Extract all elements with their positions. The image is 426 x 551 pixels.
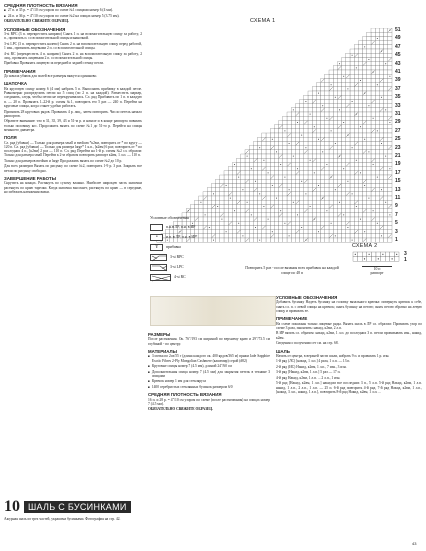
- brim-text-1: Сл. ряд (убавки) — Только для размера small и medium *к2вм, повторить от * по кругу — 120 п. Сл. ряд (убавки) — Только для размера large* 1 к.п., [к2вм] 6 раз; повторить от * по последних 4 п., [к2вм] 2 раз — 110 п. Сл. ряд Перейти на 1-й р. схемы №2 сл. образом: Только для размера small Перейти к 2-м образом повторить раппорт к2вм, 1 л.п. — 110 п.: [4, 140, 142, 158]
- middle-density-note: ОБЯЗАТЕЛЬНО СВЯЖИТЕ ОБРАЗЕЦ.: [148, 407, 213, 412]
- density-heading: СРЕДНЯЯ ПЛОТНОСТЬ ВЯЗАНИЯ: [4, 3, 78, 8]
- brim-text-2: Только для размеров medium и large Продолжить вязать по схеме №2 до 10 р.: [4, 158, 123, 163]
- chart1-row-number: 39: [395, 77, 401, 84]
- chart1-row-number: 7: [395, 211, 398, 218]
- chart1-row-number: 19: [395, 161, 401, 168]
- increase-swatch-icon: Y: [150, 244, 163, 251]
- legend-item-increase: Y прибавка: [150, 242, 245, 252]
- middle-density-text: 16 п. и 28 р. = 4"/10 см узором по схеме (после растягивания) на спицах номер 7 (4.5 мм).: [148, 397, 270, 406]
- shawl-row-5: 5-й ряд [Накид, к2вм, 1 л.п.] накидом все последних 3 п., 5 л.п. 5-й ряд Накид, к2вм, 1 л.п. накид, 1 л.п., 2 л.п., 1 л.п. — 25 п. 6-й ряд повторить 4-й ряд. 7-й ряд Накид, к2вм, 1 л.п., [накид, 3 л.п., накид, 1 л.п.], повторить 8-й ряд Накид, к2вм, 1 л.п. ...: [276, 381, 422, 394]
- finish-text: Скрутить на концах. Растянуть по сухому влажно. Наиболее широкую часть шапочки растянуть по краю тарелки. Когда шапочка высохнет, растянуть по краю — в середине, но избежать натяжения вязки.: [4, 181, 142, 195]
- left-column: [4, 0, 142, 196]
- chart1-row-number: 35: [395, 94, 401, 101]
- chart2-row-1: 1: [404, 257, 407, 263]
- purl-swatch-icon: •: [150, 234, 163, 241]
- legend-rc: 4-st RC (перекрестить 4 п. направо) Снять 2 п. на вспомогательную спицу за работу, 2 лиц., провязать лицевыми 2 п. со вспомогательной спицы.: [4, 51, 142, 60]
- shawl-row-2: 2-й ряд (ИС) Накид, к2вм, 1 л.п., 7 изн., 3 изн.: [276, 364, 347, 369]
- chart1-row-number: 21: [395, 153, 401, 159]
- legend-item-rc: 4-st RC: [150, 272, 245, 282]
- knit-swatch-icon: [150, 224, 163, 231]
- yarn-swatch-photo: [150, 296, 276, 326]
- legend-lpc: 3-st LPC (3 п. перекрестить налево) Снять 2 п. на вспомогательную спицу перед работой, 1 изн., провязать лицевыми 2 п. со вспомогательной спицы.: [4, 41, 142, 51]
- middle-density-heading: СРЕДНЯЯ ПЛОТНОСТЬ ВЯЗАНИЯ: [148, 392, 222, 398]
- chart1-row-number: 27: [395, 127, 401, 134]
- chart1-grid: [150, 28, 394, 244]
- chart1: [150, 28, 394, 244]
- right-legend-heading: УСЛОВНЫЕ ОБОЗНАЧЕНИЯ: [276, 295, 338, 300]
- hat-heading: ШАПОЧКА: [4, 81, 28, 87]
- right-legend-bead: Добавить бусинку Надеть бусинку на головку вязального крючка: повернуть крючок к себе, снять сл. п. с левой спицы на крючок; снять бусинку на петлю; снять петлю обратно на левую спицу и провязать ее.: [276, 300, 422, 313]
- chart1-row-number: 49: [395, 35, 401, 42]
- chart-legend: [150, 215, 245, 282]
- right-note-3: Сведения о получении сет см. на стр. 68.: [276, 341, 339, 346]
- shawl-row-1: 1-й ряд (ЛС) [накид, 1 л.п.] 4 раза, 1 л.п. — 13 п.: [276, 359, 351, 364]
- material-1: ■ 3 мотка по 2oz/55 г (длина каждого ок. 400 ярдов/365 м) пряжи Jade Sapphire Exotic Fibres 2-Ply Mongolian Cashmere (кашемир) серой (#82): [148, 354, 270, 363]
- brim-heading: ПОЛЯ: [4, 135, 17, 141]
- legend-item-purl: • и.п. в ЛР, п.н. в ИР: [150, 232, 245, 242]
- chart1-row-number: 29: [395, 119, 401, 126]
- brim-text-3: Для всех размеров Вязать по рисунку по схеме №2, повторить 1-9 р. 3 раз. Закрыть все петли по рисунку свободно.: [4, 164, 142, 173]
- legend-item-lpc: 3-st LPC: [150, 262, 245, 272]
- repeat-note: Повторить 5 раз - после вязания всех прибавок на каждой спице по 48 п: [245, 266, 339, 275]
- legend-item-knit: п.н.в ЛР, п.н. в ИР: [150, 222, 245, 232]
- chart1-row-number: 1: [395, 237, 398, 243]
- chart1-row-number: 23: [395, 144, 401, 151]
- chart2-title: СХЕМА 2: [352, 243, 378, 249]
- chart2-grid: [352, 251, 402, 263]
- chart1-row-number: 5: [395, 220, 398, 227]
- chart1-row-number: 17: [395, 169, 401, 176]
- middle-column: [148, 329, 270, 413]
- chart1-title: СХЕМА 1: [250, 18, 276, 24]
- legend-rpc: 3-st RPC (3 п. перекрестить направо) Снять 1 п. на вспомогательную спицу за работу, 2 п., провязать п. со вспомогательной спицы изнаночной.: [4, 32, 142, 41]
- material-3: ■ Дополнительная спица номер 7 (4.5 мм) для закрытия петель в технике 3 спицами: [148, 370, 270, 379]
- rc-cable-icon: [150, 274, 171, 281]
- chart1-row-number: 45: [395, 52, 401, 59]
- shawl-heading: ШАЛЬ: [276, 348, 290, 354]
- chart1-row-number: 11: [395, 195, 401, 201]
- chart1-row-number: 37: [395, 85, 401, 92]
- right-column: [276, 292, 422, 395]
- notes-heading: ПРИМЕЧАНИЯ: [4, 68, 36, 74]
- shawl-row-4: 4-й ряд Накид, к2вм, 1 л.п. ... 2 л.п., 1 изн.: [276, 375, 341, 380]
- hat-note: Обратите внимание: что в 31, 35, 39, 43 и 51-м р. и начале и в конце раппорта повязать только половину кос. Продолжить вязать по схеме №1 до 51-го р. Перейти на спицы меньшего диаметра.: [4, 119, 142, 132]
- material-5: ■ 1400 серебристых стеклянных бусинок размером 6/0: [148, 385, 270, 389]
- chart1-row-number: 43: [395, 60, 401, 67]
- chart1-row-number: 31: [395, 111, 401, 117]
- lpc-cable-icon: [150, 264, 167, 271]
- shawl-intro: Ажурная шаль из трех частей, украшена бусинками. Фотография на стр. 42.: [4, 517, 121, 521]
- notes-text: До начала убавок для полей все размеры вяжутся одинаково.: [4, 74, 98, 79]
- chart1-row-number: 15: [395, 178, 401, 185]
- right-notes-heading: ПРИМЕЧАНИЕ: [276, 316, 308, 322]
- sizes-text: После растяжения. Ок. 76"/193 см шириной по верхнему краю и 29"/73.5 см глубиной - по центру.: [148, 337, 270, 346]
- right-note-1: На схеме показаны только лицевые ряды. Вязать шаль в ЛР сл. образом: Провязать узор по схеме 3 раза, закончить: накид, к2вм, 2 л.п.: [276, 321, 422, 330]
- section-number: 10: [4, 498, 20, 515]
- chart1-row-number: 33: [395, 102, 401, 109]
- density-item-1: ■ 27 п. и 35 р. = 4"/10 см узором по схеме №1 спицами номер 6 (4 мм).: [4, 8, 142, 12]
- legend-heading: УСЛОВНЫЕ ОБОЗНАЧЕНИЯ: [4, 26, 66, 32]
- rpc-cable-icon: [150, 254, 167, 261]
- legend-item-rpc: 3-st RPC: [150, 252, 245, 262]
- shawl-text-1: Начать от центра, в верхней части шали, набрать 9 п. и провязать 1 р. изн.: [276, 353, 390, 358]
- section-header: [4, 500, 142, 514]
- density-item-2: ■ 24 п. и 36 р. = 4"/10 см узором по схеме №2 на спицах номер 5 (3.75 мм).: [4, 14, 142, 18]
- chart2-repeat-label: 10 п раппорт: [362, 266, 392, 275]
- finish-heading: ЗАВЕРШЕНИЕ РАБОТЫ: [4, 176, 57, 182]
- legend-increase: Прибавка Провязать лицевую за передней и задней стенку петли.: [4, 61, 104, 66]
- section-title: ШАЛЬ С БУСИНКАМИ: [24, 501, 131, 513]
- chart1-row-number: 41: [395, 69, 401, 75]
- hat-text-1: На круговую спицу номер 6 (4 мм) набрать 5 п. Выполнить прибавку в каждой петле. Равномерно распределить петли на 5 спиц (по 2 п. на каждой). Разместить маркер, соединить, следя, чтобы петли не перекручивались. Сл. ряд Прибавить по 1 п. в каждую п. — 20 п. Провязать 1–22-й р. схемы №1, повторить его 5 раз — 240 п. Перейти на круговые спицы, когда станет удобно работать.: [4, 86, 142, 109]
- page-number: 43: [412, 541, 417, 546]
- hat-text-2: Провязать 28 круговых рядов. Провязать 4 р. лиц., затем повторить. Число петель начало раппортов.: [4, 109, 142, 118]
- right-note-2: В ИР вязать сл. образом: накид, к2вм, 1 л.п. до последних 3 п. петли провязывать изн., накид, к2вм.: [276, 331, 422, 340]
- materials-heading: МАТЕРИАЛЫ: [148, 349, 177, 354]
- chart1-row-number: 51: [395, 27, 401, 33]
- legend-title: Условные обозначения: [150, 215, 189, 220]
- shawl-row-3: 3-й ряд [Накид, к2вм, 1 л.п.] 5 раз — 17 п.: [276, 370, 341, 375]
- chart1-row-number: 13: [395, 186, 401, 193]
- sizes-heading: РАЗМЕРЫ: [148, 332, 171, 337]
- material-4: ■ Крючок номер 1 мм для стеклярусa: [148, 379, 270, 383]
- chart2-row-3: 3: [404, 251, 407, 257]
- chart1-row-number: 25: [395, 136, 401, 143]
- chart1-row-number: 9: [395, 203, 398, 210]
- chart1-row-number: 47: [395, 43, 401, 50]
- material-2: ■ Круговые спицы номер 7 (4.5 мм), длиной 24"/60 см: [148, 364, 270, 368]
- density-note: ОБЯЗАТЕЛЬНО СВЯЖИТЕ ОБРАЗЕЦ.: [4, 19, 69, 24]
- chart1-row-number: 3: [395, 228, 398, 235]
